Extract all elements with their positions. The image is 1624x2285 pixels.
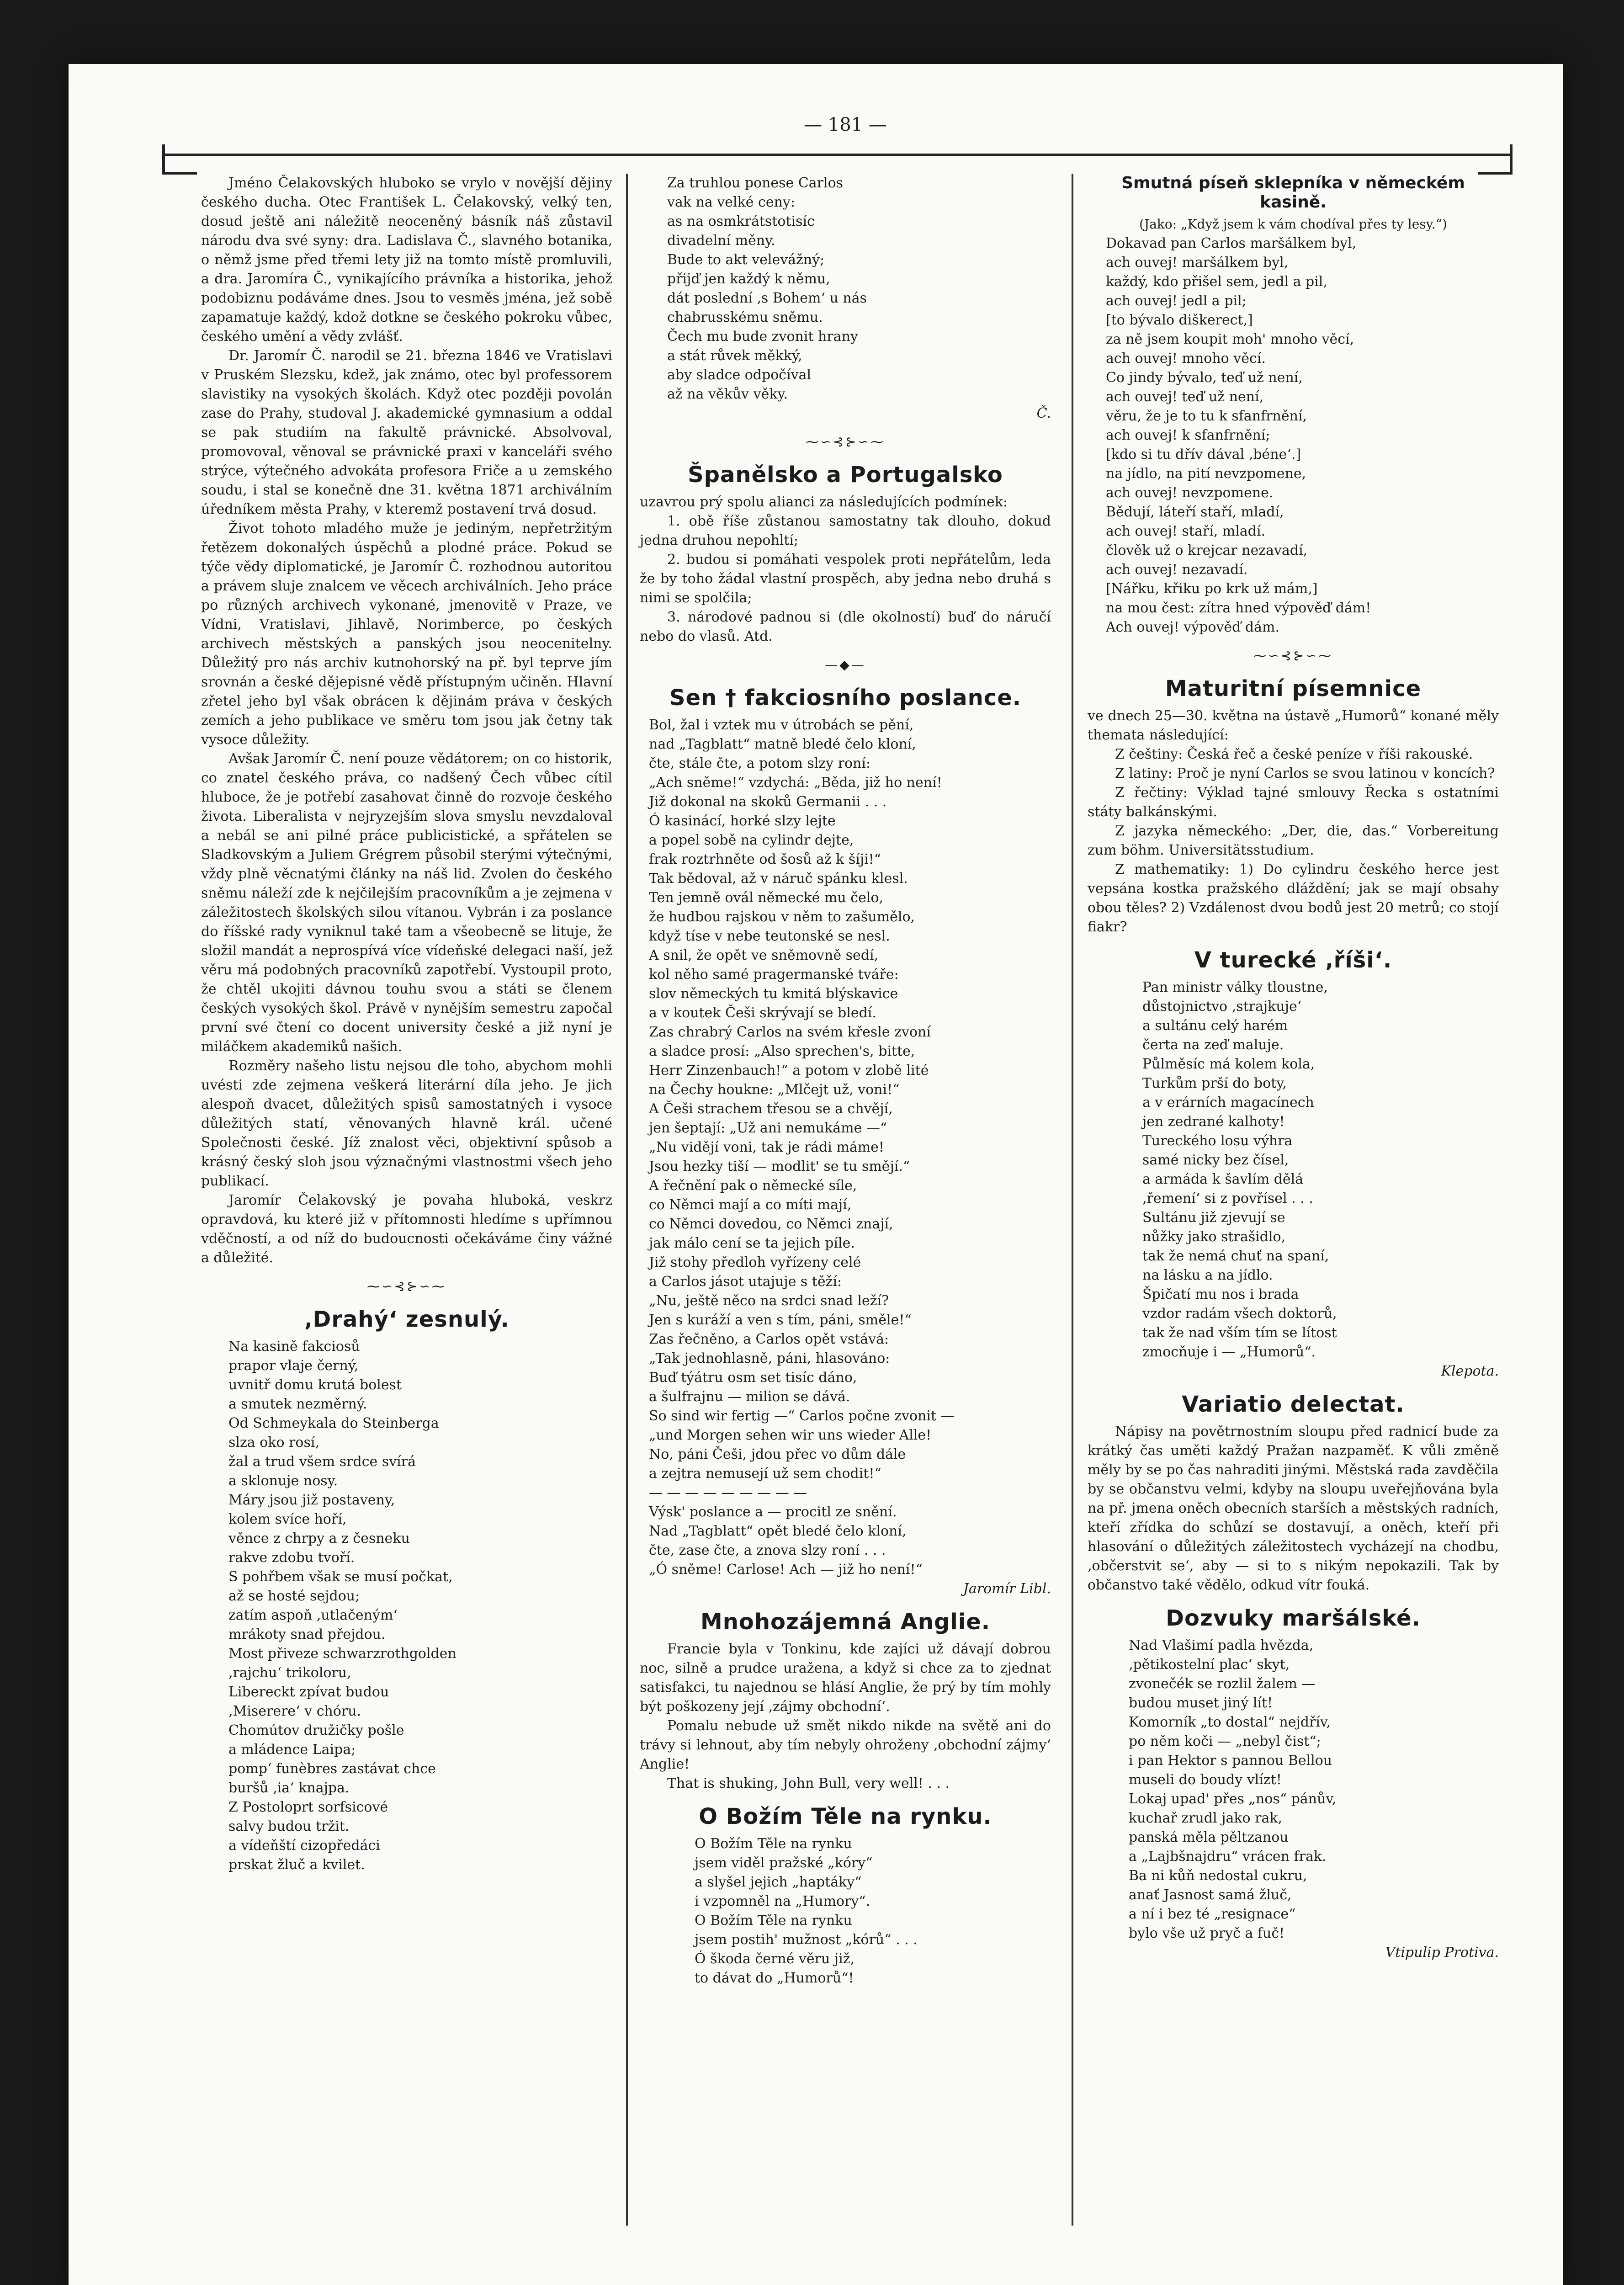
article-paragraph: Pomalu nebude už smět nikdo nikde na světě ani do trávy si lehnout, aby tím nebyly ohroženy ‚obchodní zájmy‘ Anglie!: [640, 1718, 1051, 1772]
article-paragraph: Francie byla v Tonkinu, kde zajíci už dávají dobrou noc, silně a prudce uražena, a když si chce za to zjednat satisfakci, tu najednou se hlásí Anglie, že prý by tím mohly být poškozeny její ‚zájmy obchodní‘.: [640, 1641, 1051, 1715]
article-paragraph: 3. národové padnou si (dle okolností) buď do náručí nebo do vlasů. Atd.: [640, 609, 1051, 644]
article-paragraph: Jméno Čelakovských hluboko se vrylo v novější dějiny českého ducha. Otec František L. Čelakovský, velký ten, dosud ještě ani náležitě neoceněný básník náš zůstavil národu dva své syny: dra. Ladislava Č., slavného botanika, o němž jsme před třemi lety již na tomto místě promluvili, a dra. Jaromíra Č., vynikajícího právníka a historika, jehož podobiznu podáváme dnes. Jsou to vesměs jména, jež sobě zapamatuje každý, kdož dotkne se českého pokroku vůbec, českého umění a vědy zvlášť.: [201, 175, 612, 345]
column-2: [640, 174, 1051, 1988]
article-paragraph: Z latiny: Proč je nyní Carlos se svou latinou v koncích?: [1115, 765, 1495, 781]
signature: Č.: [1036, 405, 1051, 421]
poem-verse: Nad Vlašimí padla hvězda, ‚pětikostelní plac‘ skyt, zvonečék se rozlil žalem — budou muset jiný lít! Komorník „to dostal“ nejdřív, po něm koči — „nebyl čist“; i pan Hektor s pannou Bellou museli do boudy vlízt! Lokaj upad' přes „nos“ pánův, kuchař zrudl jako rak, panská měla pěltzanou a „Lajbšnajdru“ vrácen frak. Ba ni kůň nedostal cukru, anať Jasnost samá žluč, a ní i bez té „resignace“ bylo vše už pryč a fuč!: [1129, 1637, 1337, 1941]
ornament-divider: ⁓∽⊰⊱∽⁓: [806, 434, 885, 449]
article-paragraph: Rozměry našeho listu nejsou dle toho, abychom mohli uvésti zde zejmena veškerá literární díla jeho. Je jich alespoň dvacet, důležitých spisů samostatných i vysoce důležitých statí, věnovaných hlavně král. učené Společnosti české. Jíž znalost věci, objektivní spůsob a krásný český sloh jsou význačnými vlastnostmi všech jeho publikací.: [201, 1058, 612, 1189]
poem-verse: Pan ministr války tloustne, důstojnictvo ‚strajkuje‘ a sultánu celý harém čerta na zeď maluje. Půlměsíc má kolem kola, Turkům prší do boty, a v erárních magacínech jen zedrané kalhoty! Tureckého losu výhra samé nicky bez čísel, a armáda k šavlím dělá ‚řemení‘ si z povřísel . . . Sultánu již zjevují se nůžky jako strašidlo, tak že nemá chuť na spaní, na lásku a na jídlo. Špičatí mu nos i brada vzdor radám všech doktorů, tak že nad vším tím se lítost zmocňuje i — „Humorů“.: [1142, 979, 1337, 1360]
article-paragraph: 1. obě říše zůstanou samostatny tak dlouho, dokud jedna druhou nepohltí;: [640, 513, 1051, 548]
poem-verse: Dokavad pan Carlos maršálkem byl, ach ouvej! maršálkem byl, každý, kdo přišel sem, jedl a pil, ach ouvej! jedl a pil; [to bývalo diškerect,] za ně jsem koupit moh' mnoho věcí, ach ouvej! mnoho věcí. Co jindy bývalo, teď už není, ach ouvej! teď už není, věru, že je to tu k sfanfrnění, ach ouvej! k sfanfrnění; [kdo si tu dřív dával ‚béne‘.] na jídlo, na pití nevzpomene, ach ouvej! nevzpomene. Bědují, láteří staří, mladí, ach ouvej! staří, mladí. člověk už o krejcar nezavadí, ach ouvej! nezavadí. [Nářku, křiku po krk už mám,] na mou čest: zítra hned výpověď dám! Ach ouvej! výpověď dám.: [1106, 235, 1371, 635]
column-3: [1088, 174, 1499, 1962]
article-title: Variatio delectat.: [1182, 1392, 1405, 1417]
signature: Klepota.: [1441, 1363, 1499, 1379]
poem-verse: Na kasině fakciosů prapor vlaje černý, uvnitř domu krutá bolest a smutek nezměrný. Od Schmeykala do Steinberga slza oko rosí, žal a trud všem srdce svírá a sklonuje nosy. Máry jsou již postaveny, kolem svíce hoří, věnce z chrpy a z česneku rakve zdobu tvoří. S pohřbem však se musí počkat, až se hosté sejdou; zatím aspoň ‚utlačeným‘ mrákoty snad přejdou. Most přiveze schwarzrothgolden ‚rajchu‘ trikoloru, Libereckt zpívat budou ‚Miserere‘ v chóru. Chomútov družičky pošle a mládence Laipa; pomp‘ funèbres zastávat chce buršů ‚ia‘ knajpa. Z Postoloprt sorfsicové salvy budou tržit. a vídeňští cizopředáci prskat žluč a kvilet.: [228, 1339, 456, 1873]
article-paragraph: ve dnech 25—30. května na ústavě „Humorů“ konané měly themata následující:: [1088, 708, 1499, 743]
signature: Jaromír Libl.: [963, 1581, 1051, 1597]
article-paragraph: Z mathematiky: 1) Do cylindru českého herce jest vepsána kostka pražského dláždění; jak se mají obsahy obou těles? 2) Vzdálenost dvou bodů jest 20 metrů; co stojí fiakr?: [1088, 861, 1499, 935]
column-1: [201, 174, 612, 1875]
article-paragraph: That is shuking, John Bull, very well! . . .: [667, 1775, 950, 1791]
poem-title: Smutná píseň sklepníka v německém kasině.: [1121, 174, 1465, 212]
ornament-corner-right: [1478, 144, 1513, 175]
article-paragraph: Z jazyka německého: „Der, die, das.“ Vorbereitung zum böhm. Universitätsstudium.: [1088, 823, 1499, 858]
article-paragraph: Z češtiny: Česká řeč a české peníze v říši rakouské.: [1115, 746, 1473, 762]
ornament-divider: ⁓∽⊰⊱∽⁓: [1253, 648, 1333, 663]
signature: Vtipulip Protiva.: [1385, 1945, 1499, 1961]
top-rule: [165, 154, 1513, 156]
article-paragraph: Nápisy na povětrnostním sloupu před radnicí bude za krátký čas uměti každý Pražan nazpaměť. K vůli změně měly by se po čas nahraditi jinými. Městská rada zavděčila by se občanstvu velmi, kdyby na sloupu uveřejňována byla na př. jmena oněch obecních starších a městských radních, kteří zřídka do schůzí se dostavují, a oněch, kteří při hlasování o důležitých záležitostech vycházejí na chodbu, ‚občerstvit se‘, aby — si to s nikým nepokazili. Tak by občanstvo také vědělo, odkud vítr fouká.: [1088, 1424, 1499, 1593]
article-paragraph: Z řečtiny: Výklad tajné smlouvy Řecka s ostatními státy balkánskými.: [1088, 785, 1499, 820]
poem-subtitle: (Jako: „Když jsem k vám chodíval přes ty lesy.“): [1139, 217, 1447, 232]
article-paragraph: Život tohoto mladého muže je jediným, nepřetržitým řetězem dokonalých úspěchů a plodné práce. Pokud se týče vědy diplomatické, je Jaromír Č. rozhodnou autoritou a právem sluje znalcem ve věcech archiválních. Jeho práce po různých archivech vykonané, jmenovitě v Praze, ve Vídni, Vratislavi, Jihlavě, Norimberce, po českých archivech městských a panských jsou neocenitelny. Důležitý pro nás archiv kutnohorský na př. byl teprve jím srovnán a české dějepisné vědě přístupným učiněn. Hlavní zřetel jeho byl však obrácen k dějinám práva v českých zemích a jeho publikace ve směru tom jsou jak četny tak vysoce důležity.: [201, 521, 612, 748]
poem-title: Sen † fakciosního poslance.: [669, 685, 1021, 711]
page-number: — 181 —: [804, 114, 887, 135]
ornament-divider: ⁓∽⊰⊱∽⁓: [367, 1279, 446, 1294]
column-divider: [1072, 174, 1073, 2226]
column-divider: [626, 174, 628, 2226]
article-paragraph: 2. budou si pomáhati vespolek proti nepřátelům, leda že by toho žádal vlastní prospěch, aby jedna nebo druhá s nimi se spolčila;: [640, 552, 1051, 606]
article-title: Mnohozájemná Anglie.: [700, 1609, 991, 1635]
article-paragraph: Jaromír Čelakovský je povaha hluboká, veskrz opravdová, ku které již v přítomnosti hledíme s upřímnou vděčností, a od níž do budoucnosti očekáváme činy vážné a důležité.: [201, 1192, 612, 1266]
article-title: Španělsko a Portugalsko: [688, 462, 1003, 488]
poem-title: O Božím Těle na rynku.: [699, 1804, 992, 1829]
poem-verse: Za truhlou ponese Carlos vak na velké ceny: as na osmkrátstotisíc divadelní měny. Bude to akt velevážný; přijď jen každý k němu, dát poslední ‚s Bohem‘ u nás chabrusskému sněmu. Čech mu bude zvonit hrany a stát růvek měkký, aby sladce odpočíval až na věkův věky.: [667, 175, 867, 402]
ornament-corner-left: [162, 144, 197, 175]
article-paragraph: uzavrou prý spolu alianci za následujících podmínek:: [640, 494, 1008, 510]
poem-title: V turecké ‚říši‘.: [1194, 947, 1392, 973]
poem-title: Dozvuky maršálské.: [1166, 1605, 1421, 1631]
poem-verse: Bol, žal i vztek mu v útrobách se pění, nad „Tagblatt“ matně bledé čelo kloní, čte, stále čte, a potom slzy roní: „Ach sněme!“ vzdychá: „Běda, již ho není! Již dokonal na skoků Germanii . . . Ó kasinácí, horké slzy lejte a popel sobě na cylindr dejte, frak roztrhněte od šosů až k šíji!“ Tak bědoval, až v náruč spánku klesl. Ten jemně ovál německé mu čelo, že hudbou rajskou v něm to zašumělo, když tíse v nebe teutonské se nesl. A snil, že opět ve sněmovně sedí, kol něho samé pragermanské tváře: slov německých tu kmitá blýskavice a v koutek Češi skrývají se bledí. Zas chrabrý Carlos na svém křesle zvoní a sladce prosí: „Also sprechen's, bitte, Herr Zinzenbauch!“ a potom v zlobě lité na Čechy houkne: „Mlčejt už, voni!“ A Češi strachem třesou se a chvějí, jen šeptají: „Už ani nemukáme —“ „Nu vidějí voni, tak je rádi máme! Jsou hezky tiší — modlit' se tu smějí.“ A řečnění pak o německé síle, co Němci mají a co míti mají, co Němci dovedou, co Němci znají, jak málo cení se ta jejich píle. Již stohy předloh vyřízeny celé a Carlos jásot utajuje s těží: „Nu, ještě něco na srdci snad leží? Jen s kuráží a ven s tím, páni, směle!“ Zas řečněno, a Carlos opět vstává: „Tak jednohlasně, páni, hlasováno: Buď týátru osm set tisíc dáno, a šulfrajnu — milion se dává. So sind wir fertig —“ Carlos počne zvonit — „und Morgen sehen wir uns wieder Alle! No, páni Češi, jdou přec vo dům dále a zejtra nemusejí už sem chodit!“ — — — — — — — — — Výsk' poslance a — procitl ze snění. Nad „Tagblatt“ opět bledé čelo kloní, čte, zase čte, a znova slzy roní . . . „Ó sněme! Carlose! Ach — již ho není!“: [649, 717, 955, 1578]
poem-verse: O Božím Těle na rynku jsem viděl pražské „kóry“ a slyšel jejich „haptáky“ i vzpomněl na „Humory“. O Božím Těle na rynku jsem postih' mužnost „kórů“ . . . Ó škoda černé věru již, to dávat do „Humorů“!: [695, 1836, 918, 1986]
ornament-divider: —◆—: [825, 657, 866, 672]
article-paragraph: Dr. Jaromír Č. narodil se 21. března 1846 ve Vratislavi v Pruském Slezsku, kdež, jak známo, otec byl professorem slavistiky na vysokých školách. Když otec později povolán zase do Prahy, studoval J. akademické gymnasium a oddal se pak studiím na fakultě právnické. Absolvoval, promovoval, věnoval se právnické praxi v kanceláři svého strýce, výtečného advokáta profesora Friče a u zemského soudu, i stal se konečně dne 31. května 1871 archiválním úředníkem města Prahy, v kteremž postavení trvá dosud.: [201, 348, 612, 517]
poem-title: ‚Drahý‘ zesnulý.: [304, 1307, 509, 1332]
article-title: Maturitní písemnice: [1165, 676, 1422, 701]
article-paragraph: Avšak Jaromír Č. není pouze vědátorem; on co historik, co znatel českého práva, co nadšený Čech vůbec cítil hluboce, že je potřebí zasahovat činně do rozvoje českého života. Liberalista v nejryzejším slova smyslu nevzdaloval a nebál se ani pilné práce publicistické, a spřátelen se Sladkovským a Juliem Grégrem působil sterými výtečnými, vždy plně věcnatými články na náš lid. Zvolen do českého sněmu náleží zde k nejčilejším pracovníkům a je zejmena v záležitostech školských silou vítanou. Vybrán i za poslance do říšské rady vyniknul také tam a všeobecně se lituje, že složil mandát a neprospívá více vídeňské delegaci naší, jež věru má podobných pracovníků zapotřebí. Vystoupil proto, že chtěl ukojiti dávnou touhu svou a státi se členem českých vysokých škol. Právě v nynějším semestru započal první své čtení co docent university české a již nyní je miláčkem akademiků našich.: [201, 751, 612, 1055]
